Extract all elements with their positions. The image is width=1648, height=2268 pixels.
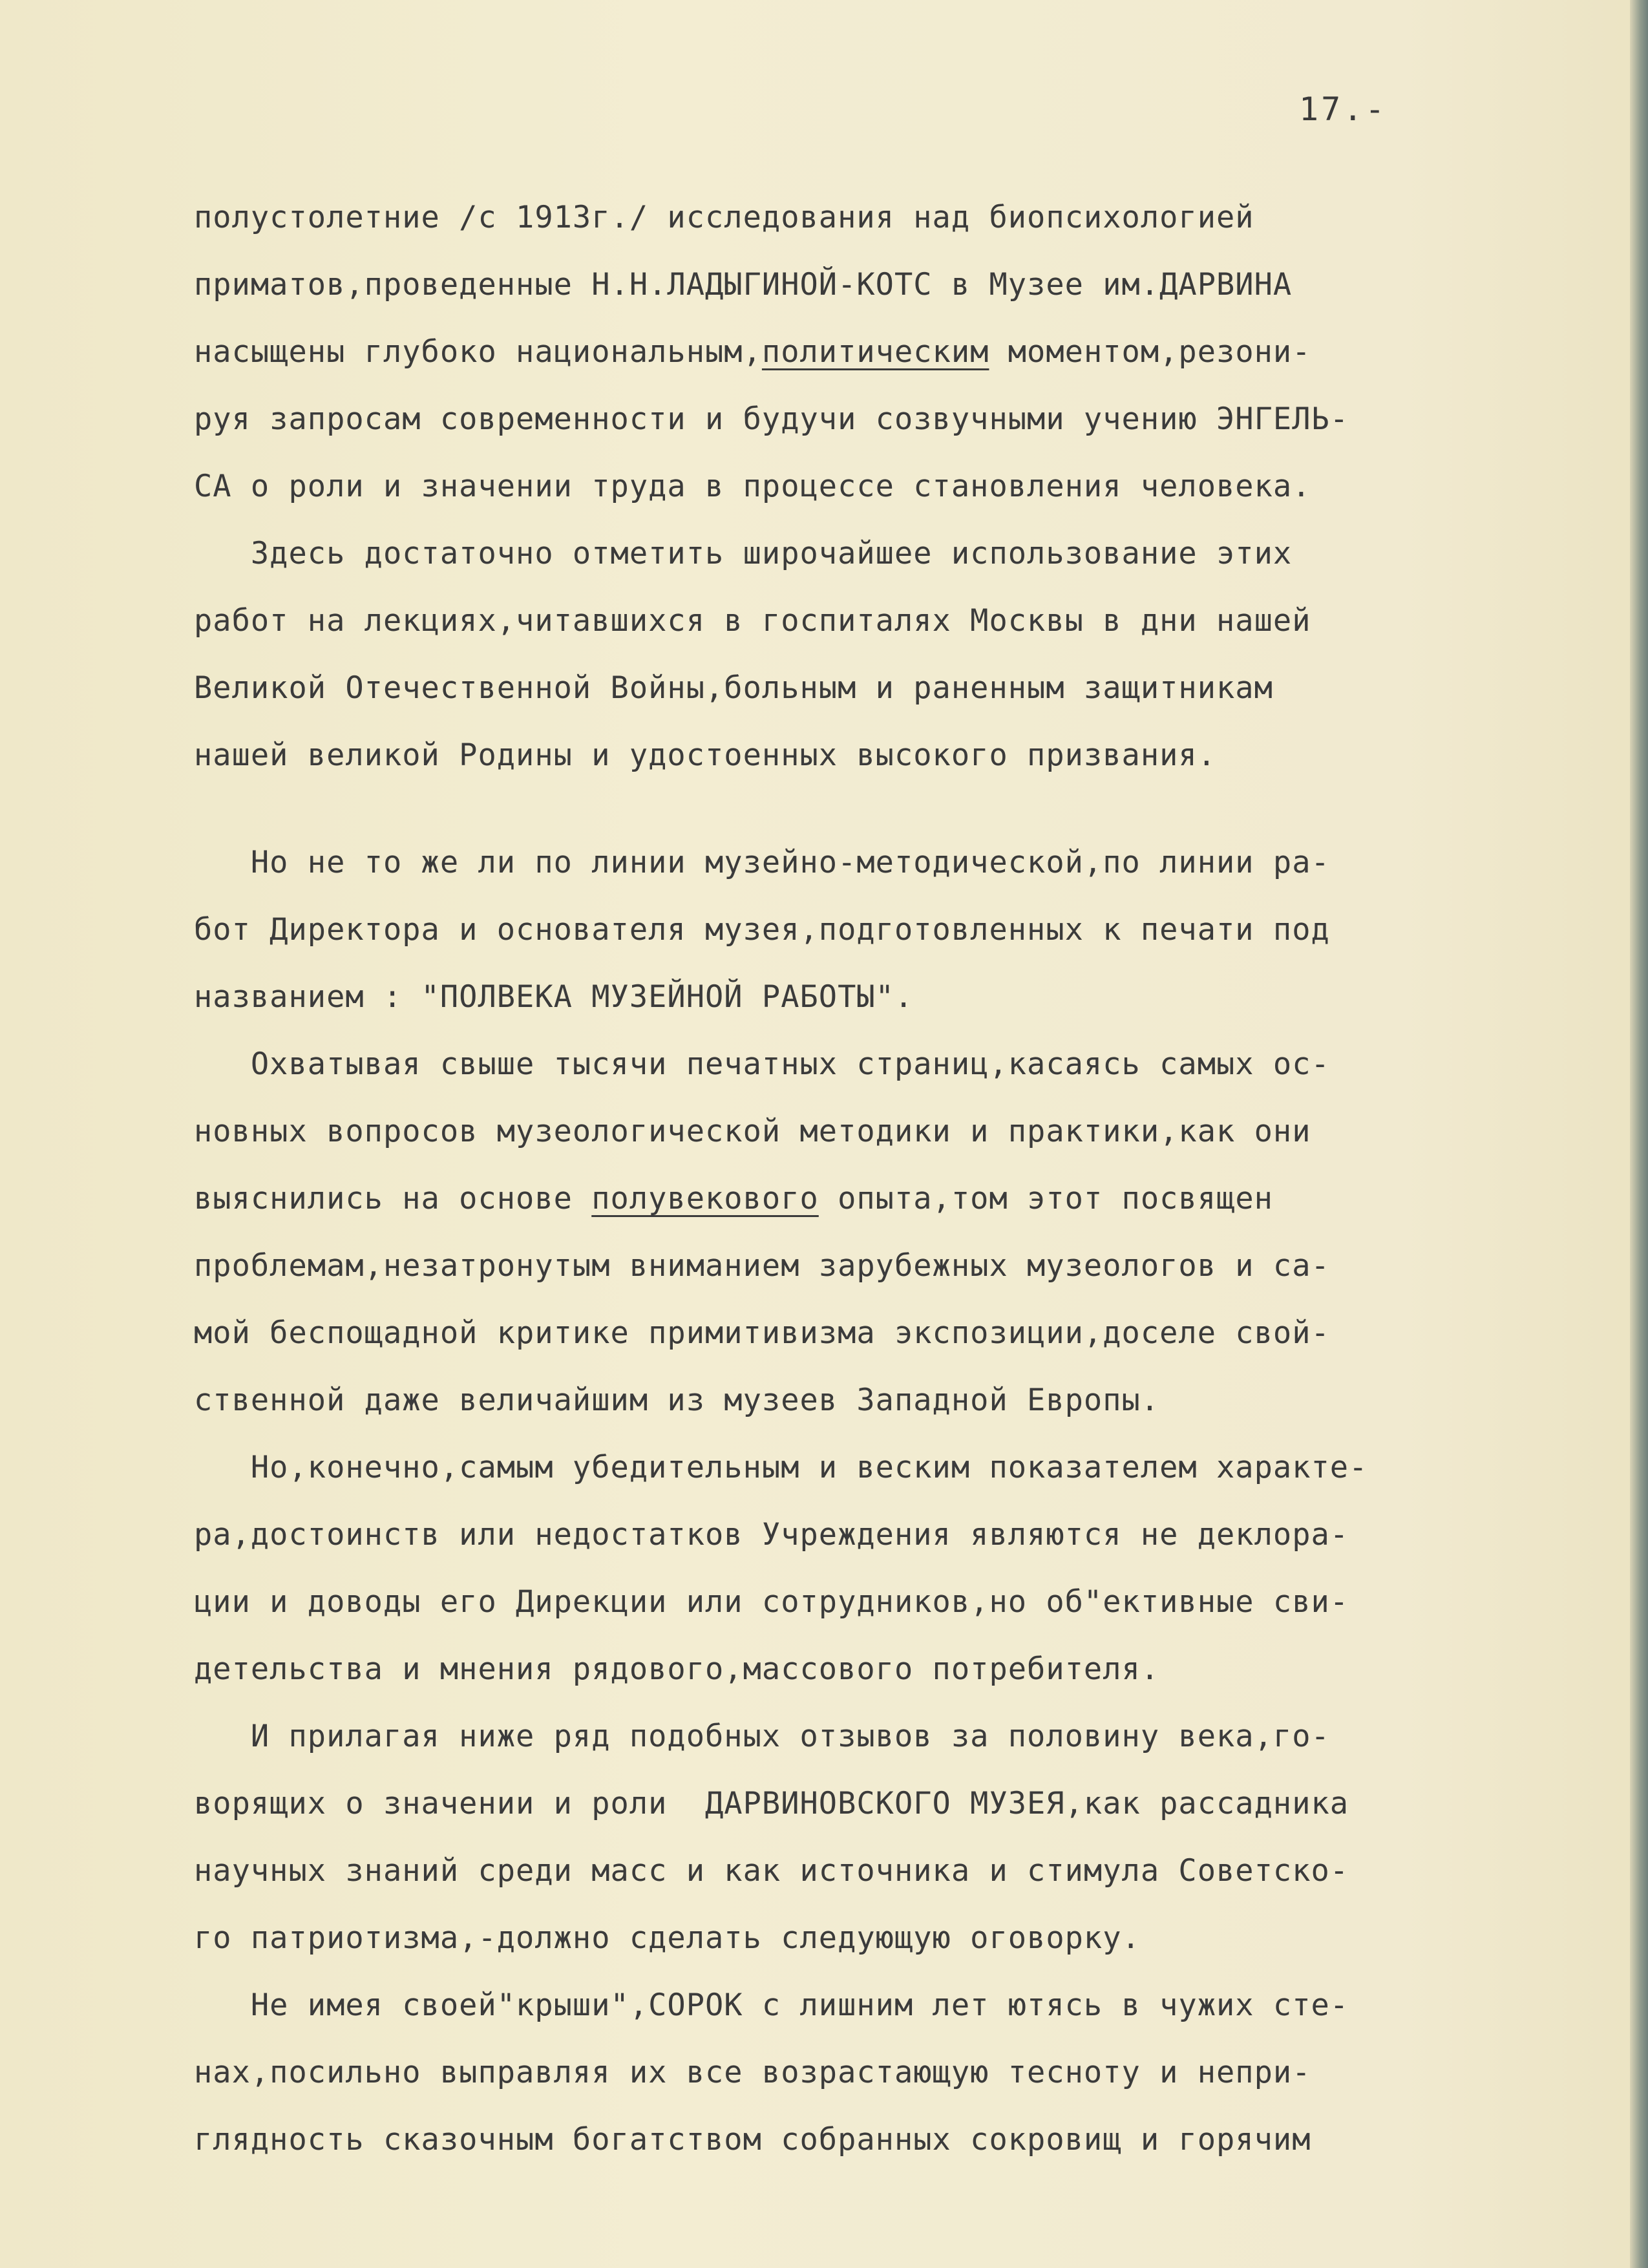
text-line (194, 1569, 1551, 1636)
text-segment: ворящих о значении и роли ДАРВИНОВСКОГО МУЗЕЯ,как рассадника (194, 1786, 1349, 1821)
underlined-word: полувекового (591, 1181, 819, 1216)
paragraph (194, 1703, 1551, 1972)
text-line (194, 1770, 1551, 1838)
text-line (194, 829, 1551, 896)
paragraph (194, 184, 1551, 520)
text-line (194, 2039, 1551, 2106)
text-segment: ра,достоинств или недостатков Учреждения являются не деклора- (194, 1517, 1349, 1553)
paragraph (194, 1434, 1551, 1703)
text-segment: названием : "ПОЛВЕКА МУЗЕЙНОЙ РАБОТЫ". (194, 979, 914, 1015)
text-segment: научных знаний среди масс и как источника и стимула Советско- (194, 1853, 1349, 1889)
text-segment: руя запросам современности и будучи созвучными учению ЭНГЕЛЬ- (194, 401, 1349, 437)
underlined-word: политическим (761, 334, 989, 370)
text-segment: бот Директора и основателя музея,подготовленных к печати под (194, 912, 1330, 948)
text-segment: нах,посильно выправляя их все возрастающую тесноту и непри- (194, 2055, 1311, 2090)
text-segment: И прилагая ниже ряд подобных отзывов за половину века,го- (194, 1719, 1330, 1754)
text-segment: опыта,том этот посвящен (818, 1181, 1273, 1216)
text-segment: глядность сказочным богатством собранных сокровищ и горячим (194, 2122, 1311, 2157)
text-line (194, 2106, 1551, 2174)
text-line (194, 1300, 1551, 1367)
text-segment: ции и доводы его Дирекции или сотрудников,но об"ективные сви- (194, 1584, 1349, 1620)
text-line (194, 722, 1551, 789)
text-segment: ственной даже величайшим из музеев Западной Европы. (194, 1383, 1160, 1418)
text-segment: нашей великой Родины и удостоенных высокого призвания. (194, 737, 1217, 773)
text-line (194, 1367, 1551, 1434)
text-line (194, 184, 1551, 251)
text-line (194, 1233, 1551, 1300)
text-segment: мой беспощадной критике примитивизма экспозиции,доселе свой- (194, 1315, 1330, 1351)
paragraph (194, 1972, 1551, 2174)
text-line (194, 1434, 1551, 1501)
text-segment: насыщены глубоко национальным, (194, 334, 762, 370)
text-segment: Но,конечно,самым убедительным и веским показателем характе- (194, 1450, 1368, 1485)
text-line (194, 1636, 1551, 1703)
text-segment: работ на лекциях,читавшихся в госпиталях Москвы в дни нашей (194, 603, 1311, 639)
text-line (194, 1703, 1551, 1770)
text-line (194, 1905, 1551, 1972)
text-line (194, 520, 1551, 588)
text-line (194, 319, 1551, 386)
text-line (194, 896, 1551, 964)
text-segment: выяснились на основе (194, 1181, 592, 1216)
text-segment: Охватывая свыше тысячи печатных страниц,касаясь самых ос- (194, 1046, 1330, 1082)
text-line (194, 1031, 1551, 1098)
text-segment: Но не то же ли по линии музейно-методической,по линии ра- (194, 845, 1330, 880)
text-line (194, 1972, 1551, 2039)
text-line (194, 1165, 1551, 1233)
scan-edge (1630, 0, 1648, 2268)
page-number: 17.- (1299, 90, 1388, 128)
typed-body-text (194, 184, 1551, 2174)
text-segment: Здесь достаточно отметить широчайшее использование этих (194, 536, 1293, 571)
text-segment: проблемам,незатронутым вниманием зарубежных музеологов и са- (194, 1248, 1330, 1284)
text-line (194, 964, 1551, 1031)
text-line (194, 386, 1551, 453)
text-segment: приматов,проведенные Н.Н.ЛАДЫГИНОЙ-КОТС в Музее им.ДАРВИНА (194, 267, 1293, 302)
text-segment: полустолетние /с 1913г./ исследования над биопсихологией (194, 200, 1254, 235)
text-line (194, 655, 1551, 722)
text-line (194, 453, 1551, 520)
text-line (194, 588, 1551, 655)
text-segment: Великой Отечественной Войны,больным и раненным защитникам (194, 670, 1273, 706)
paragraph (194, 1031, 1551, 1434)
paragraph (194, 520, 1551, 789)
text-line (194, 251, 1551, 319)
text-segment: детельства и мнения рядового,массового потребителя. (194, 1651, 1160, 1687)
text-segment: новных вопросов музеологической методики и практики,как они (194, 1114, 1311, 1149)
text-line (194, 1838, 1551, 1905)
text-line (194, 1098, 1551, 1165)
paragraph-gap (194, 789, 1551, 829)
text-segment: СА о роли и значении труда в процессе становления человека. (194, 469, 1311, 504)
text-segment: Не имея своей"крыши",СОРОК с лишним лет ютясь в чужих сте- (194, 1987, 1349, 2023)
text-line (194, 1501, 1551, 1569)
text-segment: моментом,резони- (989, 334, 1311, 370)
text-segment: го патриотизма,-должно сделать следующую оговорку. (194, 1920, 1141, 1956)
paragraph (194, 829, 1551, 1031)
